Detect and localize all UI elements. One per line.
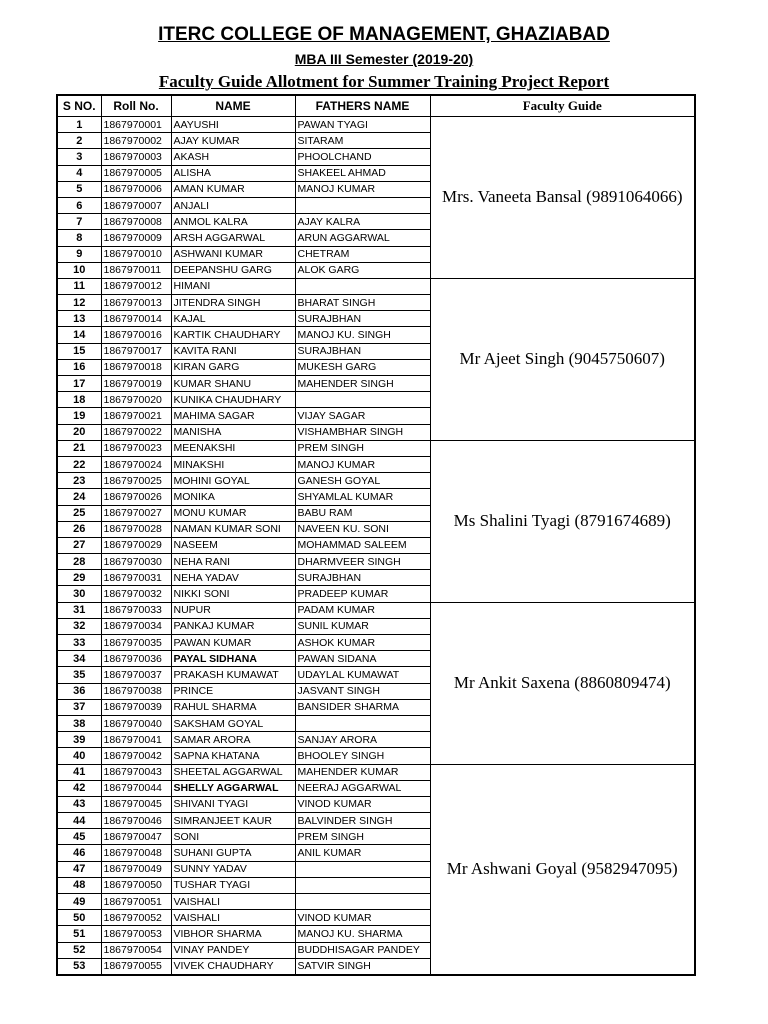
row-student-name: PAWAN KUMAR	[171, 635, 295, 651]
row-sno: 34	[57, 651, 101, 667]
row-student-name: TUSHAR TYAGI	[171, 877, 295, 893]
row-student-name: SUNNY YADAV	[171, 861, 295, 877]
row-student-name: MONIKA	[171, 489, 295, 505]
row-student-name: SONI	[171, 829, 295, 845]
row-roll-no: 1867970010	[101, 246, 171, 262]
row-sno: 48	[57, 877, 101, 893]
row-sno: 18	[57, 392, 101, 408]
row-roll-no: 1867970033	[101, 602, 171, 618]
row-student-name: KUMAR SHANU	[171, 376, 295, 392]
row-student-name: SAPNA KHATANA	[171, 748, 295, 764]
row-father-name: VINOD KUMAR	[295, 910, 430, 926]
row-student-name: SAMAR ARORA	[171, 732, 295, 748]
row-sno: 22	[57, 456, 101, 472]
row-sno: 41	[57, 764, 101, 780]
row-sno: 27	[57, 537, 101, 553]
row-sno: 37	[57, 699, 101, 715]
row-student-name: VAISHALI	[171, 910, 295, 926]
row-roll-no: 1867970037	[101, 667, 171, 683]
row-sno: 39	[57, 732, 101, 748]
row-roll-no: 1867970043	[101, 764, 171, 780]
row-roll-no: 1867970039	[101, 699, 171, 715]
row-father-name: UDAYLAL KUMAWAT	[295, 667, 430, 683]
row-father-name	[295, 894, 430, 910]
row-father-name: PAWAN SIDANA	[295, 651, 430, 667]
row-sno: 16	[57, 359, 101, 375]
column-header-guide: Faculty Guide	[430, 95, 695, 117]
row-roll-no: 1867970045	[101, 796, 171, 812]
faculty-guide-cell: Mrs. Vaneeta Bansal (9891064066)	[430, 117, 695, 279]
row-father-name: PADAM KUMAR	[295, 602, 430, 618]
row-roll-no: 1867970024	[101, 456, 171, 472]
row-roll-no: 1867970026	[101, 489, 171, 505]
row-roll-no: 1867970036	[101, 651, 171, 667]
row-student-name: NUPUR	[171, 602, 295, 618]
allotment-table	[56, 94, 696, 976]
row-father-name: PREM SINGH	[295, 440, 430, 456]
row-roll-no: 1867970023	[101, 440, 171, 456]
row-student-name: PRINCE	[171, 683, 295, 699]
row-sno: 6	[57, 197, 101, 213]
row-roll-no: 1867970040	[101, 715, 171, 731]
row-sno: 8	[57, 230, 101, 246]
row-father-name: ALOK GARG	[295, 262, 430, 278]
row-father-name: DHARMVEER SINGH	[295, 554, 430, 570]
row-father-name: BHOOLEY SINGH	[295, 748, 430, 764]
row-father-name: BHARAT SINGH	[295, 295, 430, 311]
row-sno: 1	[57, 117, 101, 133]
row-student-name: NASEEM	[171, 537, 295, 553]
row-sno: 45	[57, 829, 101, 845]
row-roll-no: 1867970049	[101, 861, 171, 877]
row-roll-no: 1867970012	[101, 278, 171, 294]
row-student-name: SHELLY AGGARWAL	[171, 780, 295, 796]
row-sno: 35	[57, 667, 101, 683]
row-student-name: SIMRANJEET KAUR	[171, 813, 295, 829]
row-roll-no: 1867970041	[101, 732, 171, 748]
row-sno: 21	[57, 440, 101, 456]
row-roll-no: 1867970028	[101, 521, 171, 537]
row-father-name: MOHAMMAD SALEEM	[295, 537, 430, 553]
faculty-guide-cell: Ms Shalini Tyagi (8791674689)	[430, 440, 695, 602]
semester-title: MBA III Semester (2019-20)	[294, 51, 474, 67]
row-father-name: JASVANT SINGH	[295, 683, 430, 699]
row-student-name: VIVEK CHAUDHARY	[171, 958, 295, 975]
row-student-name: SAKSHAM GOYAL	[171, 715, 295, 731]
row-sno: 10	[57, 262, 101, 278]
row-father-name: SHAKEEL AHMAD	[295, 165, 430, 181]
row-student-name: SUHANI GUPTA	[171, 845, 295, 861]
row-roll-no: 1867970027	[101, 505, 171, 521]
row-father-name: ARUN AGGARWAL	[295, 230, 430, 246]
faculty-guide-cell: Mr Ajeet Singh (9045750607)	[430, 278, 695, 440]
row-roll-no: 1867970011	[101, 262, 171, 278]
table-row	[57, 278, 695, 294]
row-sno: 47	[57, 861, 101, 877]
row-student-name: AJAY KUMAR	[171, 133, 295, 149]
row-sno: 2	[57, 133, 101, 149]
row-sno: 12	[57, 295, 101, 311]
row-sno: 17	[57, 376, 101, 392]
row-roll-no: 1867970051	[101, 894, 171, 910]
row-student-name: MANISHA	[171, 424, 295, 440]
column-header-sno: S NO.	[57, 95, 101, 117]
row-sno: 28	[57, 554, 101, 570]
row-father-name	[295, 861, 430, 877]
row-roll-no: 1867970013	[101, 295, 171, 311]
row-student-name: VAISHALI	[171, 894, 295, 910]
row-roll-no: 1867970047	[101, 829, 171, 845]
row-sno: 46	[57, 845, 101, 861]
row-student-name: SHIVANI TYAGI	[171, 796, 295, 812]
row-father-name: NAVEEN KU. SONI	[295, 521, 430, 537]
row-father-name	[295, 715, 430, 731]
row-father-name: VISHAMBHAR SINGH	[295, 424, 430, 440]
row-student-name: MAHIMA SAGAR	[171, 408, 295, 424]
table-row	[57, 440, 695, 456]
row-sno: 29	[57, 570, 101, 586]
row-roll-no: 1867970050	[101, 877, 171, 893]
row-roll-no: 1867970048	[101, 845, 171, 861]
table-row	[57, 764, 695, 780]
row-roll-no: 1867970053	[101, 926, 171, 942]
row-student-name: DEEPANSHU GARG	[171, 262, 295, 278]
row-student-name: KARTIK CHAUDHARY	[171, 327, 295, 343]
row-roll-no: 1867970018	[101, 359, 171, 375]
row-roll-no: 1867970032	[101, 586, 171, 602]
row-sno: 3	[57, 149, 101, 165]
row-father-name: ANIL KUMAR	[295, 845, 430, 861]
table-row	[57, 602, 695, 618]
row-father-name: PREM SINGH	[295, 829, 430, 845]
row-student-name: KUNIKA CHAUDHARY	[171, 392, 295, 408]
row-sno: 43	[57, 796, 101, 812]
college-title: ITERC COLLEGE OF MANAGEMENT, GHAZIABAD	[158, 24, 610, 45]
row-student-name: VINAY PANDEY	[171, 942, 295, 958]
row-roll-no: 1867970055	[101, 958, 171, 975]
row-sno: 38	[57, 715, 101, 731]
row-sno: 14	[57, 327, 101, 343]
row-father-name: SURAJBHAN	[295, 570, 430, 586]
row-father-name: SATVIR SINGH	[295, 958, 430, 975]
row-student-name: KAVITA RANI	[171, 343, 295, 359]
row-father-name: BUDDHISAGAR PANDEY	[295, 942, 430, 958]
row-sno: 11	[57, 278, 101, 294]
row-roll-no: 1867970044	[101, 780, 171, 796]
row-student-name: PANKAJ KUMAR	[171, 618, 295, 634]
row-sno: 50	[57, 910, 101, 926]
row-student-name: VIBHOR SHARMA	[171, 926, 295, 942]
row-sno: 53	[57, 958, 101, 975]
row-sno: 15	[57, 343, 101, 359]
row-student-name: ANMOL KALRA	[171, 214, 295, 230]
row-student-name: MEENAKSHI	[171, 440, 295, 456]
row-roll-no: 1867970022	[101, 424, 171, 440]
row-roll-no: 1867970034	[101, 618, 171, 634]
row-father-name: MAHENDER SINGH	[295, 376, 430, 392]
row-roll-no: 1867970014	[101, 311, 171, 327]
row-sno: 51	[57, 926, 101, 942]
row-father-name: MANOJ KU. SHARMA	[295, 926, 430, 942]
row-sno: 19	[57, 408, 101, 424]
row-student-name: KAJAL	[171, 311, 295, 327]
row-roll-no: 1867970046	[101, 813, 171, 829]
row-father-name: SHYAMLAL KUMAR	[295, 489, 430, 505]
row-student-name: AKASH	[171, 149, 295, 165]
row-student-name: NEHA YADAV	[171, 570, 295, 586]
row-father-name: AJAY KALRA	[295, 214, 430, 230]
row-roll-no: 1867970042	[101, 748, 171, 764]
row-father-name: MANOJ KU. SINGH	[295, 327, 430, 343]
row-roll-no: 1867970052	[101, 910, 171, 926]
row-sno: 49	[57, 894, 101, 910]
row-student-name: SHEETAL AGGARWAL	[171, 764, 295, 780]
row-student-name: NIKKI SONI	[171, 586, 295, 602]
row-father-name: VIJAY SAGAR	[295, 408, 430, 424]
row-father-name: CHETRAM	[295, 246, 430, 262]
row-student-name: ANJALI	[171, 197, 295, 213]
row-student-name: RAHUL SHARMA	[171, 699, 295, 715]
row-roll-no: 1867970019	[101, 376, 171, 392]
row-sno: 52	[57, 942, 101, 958]
row-father-name: VINOD KUMAR	[295, 796, 430, 812]
table-row	[57, 117, 695, 133]
table-header-row	[57, 95, 695, 117]
row-father-name: BABU RAM	[295, 505, 430, 521]
row-father-name: MUKESH GARG	[295, 359, 430, 375]
row-student-name: ASHWANI KUMAR	[171, 246, 295, 262]
row-father-name: MANOJ KUMAR	[295, 456, 430, 472]
row-roll-no: 1867970035	[101, 635, 171, 651]
row-sno: 26	[57, 521, 101, 537]
row-roll-no: 1867970031	[101, 570, 171, 586]
row-father-name: SANJAY ARORA	[295, 732, 430, 748]
row-student-name: PAYAL SIDHANA	[171, 651, 295, 667]
row-sno: 31	[57, 602, 101, 618]
row-father-name: SURAJBHAN	[295, 343, 430, 359]
row-student-name: MOHINI GOYAL	[171, 473, 295, 489]
row-father-name: PHOOLCHAND	[295, 149, 430, 165]
row-roll-no: 1867970038	[101, 683, 171, 699]
row-father-name	[295, 877, 430, 893]
row-father-name: MANOJ KUMAR	[295, 181, 430, 197]
row-student-name: PRAKASH KUMAWAT	[171, 667, 295, 683]
row-roll-no: 1867970029	[101, 537, 171, 553]
row-sno: 9	[57, 246, 101, 262]
row-roll-no: 1867970030	[101, 554, 171, 570]
row-student-name: JITENDRA SINGH	[171, 295, 295, 311]
faculty-guide-cell: Mr Ankit Saxena (8860809474)	[430, 602, 695, 764]
row-student-name: ARSH AGGARWAL	[171, 230, 295, 246]
allotment-subtitle: Faculty Guide Allotment for Summer Training Project Report	[158, 72, 610, 91]
row-roll-no: 1867970001	[101, 117, 171, 133]
row-roll-no: 1867970007	[101, 197, 171, 213]
row-roll-no: 1867970003	[101, 149, 171, 165]
row-roll-no: 1867970054	[101, 942, 171, 958]
row-sno: 44	[57, 813, 101, 829]
row-sno: 24	[57, 489, 101, 505]
row-sno: 4	[57, 165, 101, 181]
row-student-name: KIRAN GARG	[171, 359, 295, 375]
row-roll-no: 1867970009	[101, 230, 171, 246]
row-father-name: BALVINDER SINGH	[295, 813, 430, 829]
row-father-name: SITARAM	[295, 133, 430, 149]
row-father-name	[295, 392, 430, 408]
row-father-name	[295, 197, 430, 213]
row-father-name: MAHENDER KUMAR	[295, 764, 430, 780]
column-header-name: NAME	[171, 95, 295, 117]
row-sno: 5	[57, 181, 101, 197]
row-sno: 7	[57, 214, 101, 230]
row-sno: 36	[57, 683, 101, 699]
faculty-guide-cell: Mr Ashwani Goyal (9582947095)	[430, 764, 695, 975]
row-roll-no: 1867970016	[101, 327, 171, 343]
row-sno: 30	[57, 586, 101, 602]
row-roll-no: 1867970021	[101, 408, 171, 424]
row-roll-no: 1867970020	[101, 392, 171, 408]
row-roll-no: 1867970025	[101, 473, 171, 489]
row-sno: 25	[57, 505, 101, 521]
row-father-name: BANSIDER SHARMA	[295, 699, 430, 715]
row-roll-no: 1867970002	[101, 133, 171, 149]
row-father-name: PAWAN TYAGI	[295, 117, 430, 133]
row-father-name: PRADEEP KUMAR	[295, 586, 430, 602]
row-father-name: SUNIL KUMAR	[295, 618, 430, 634]
row-student-name: MINAKSHI	[171, 456, 295, 472]
row-student-name: ALISHA	[171, 165, 295, 181]
column-header-roll: Roll No.	[101, 95, 171, 117]
table-body	[57, 117, 695, 975]
row-father-name: SURAJBHAN	[295, 311, 430, 327]
row-roll-no: 1867970008	[101, 214, 171, 230]
row-father-name: GANESH GOYAL	[295, 473, 430, 489]
row-sno: 32	[57, 618, 101, 634]
row-roll-no: 1867970005	[101, 165, 171, 181]
row-sno: 42	[57, 780, 101, 796]
row-sno: 40	[57, 748, 101, 764]
row-father-name: NEERAJ AGGARWAL	[295, 780, 430, 796]
row-student-name: AAYUSHI	[171, 117, 295, 133]
row-roll-no: 1867970006	[101, 181, 171, 197]
column-header-father: FATHERS NAME	[295, 95, 430, 117]
row-sno: 13	[57, 311, 101, 327]
row-father-name: ASHOK KUMAR	[295, 635, 430, 651]
row-student-name: HIMANI	[171, 278, 295, 294]
row-sno: 23	[57, 473, 101, 489]
row-student-name: NAMAN KUMAR SONI	[171, 521, 295, 537]
row-student-name: NEHA RANI	[171, 554, 295, 570]
row-father-name	[295, 278, 430, 294]
row-sno: 20	[57, 424, 101, 440]
row-student-name: AMAN KUMAR	[171, 181, 295, 197]
row-roll-no: 1867970017	[101, 343, 171, 359]
row-student-name: MONU KUMAR	[171, 505, 295, 521]
row-sno: 33	[57, 635, 101, 651]
